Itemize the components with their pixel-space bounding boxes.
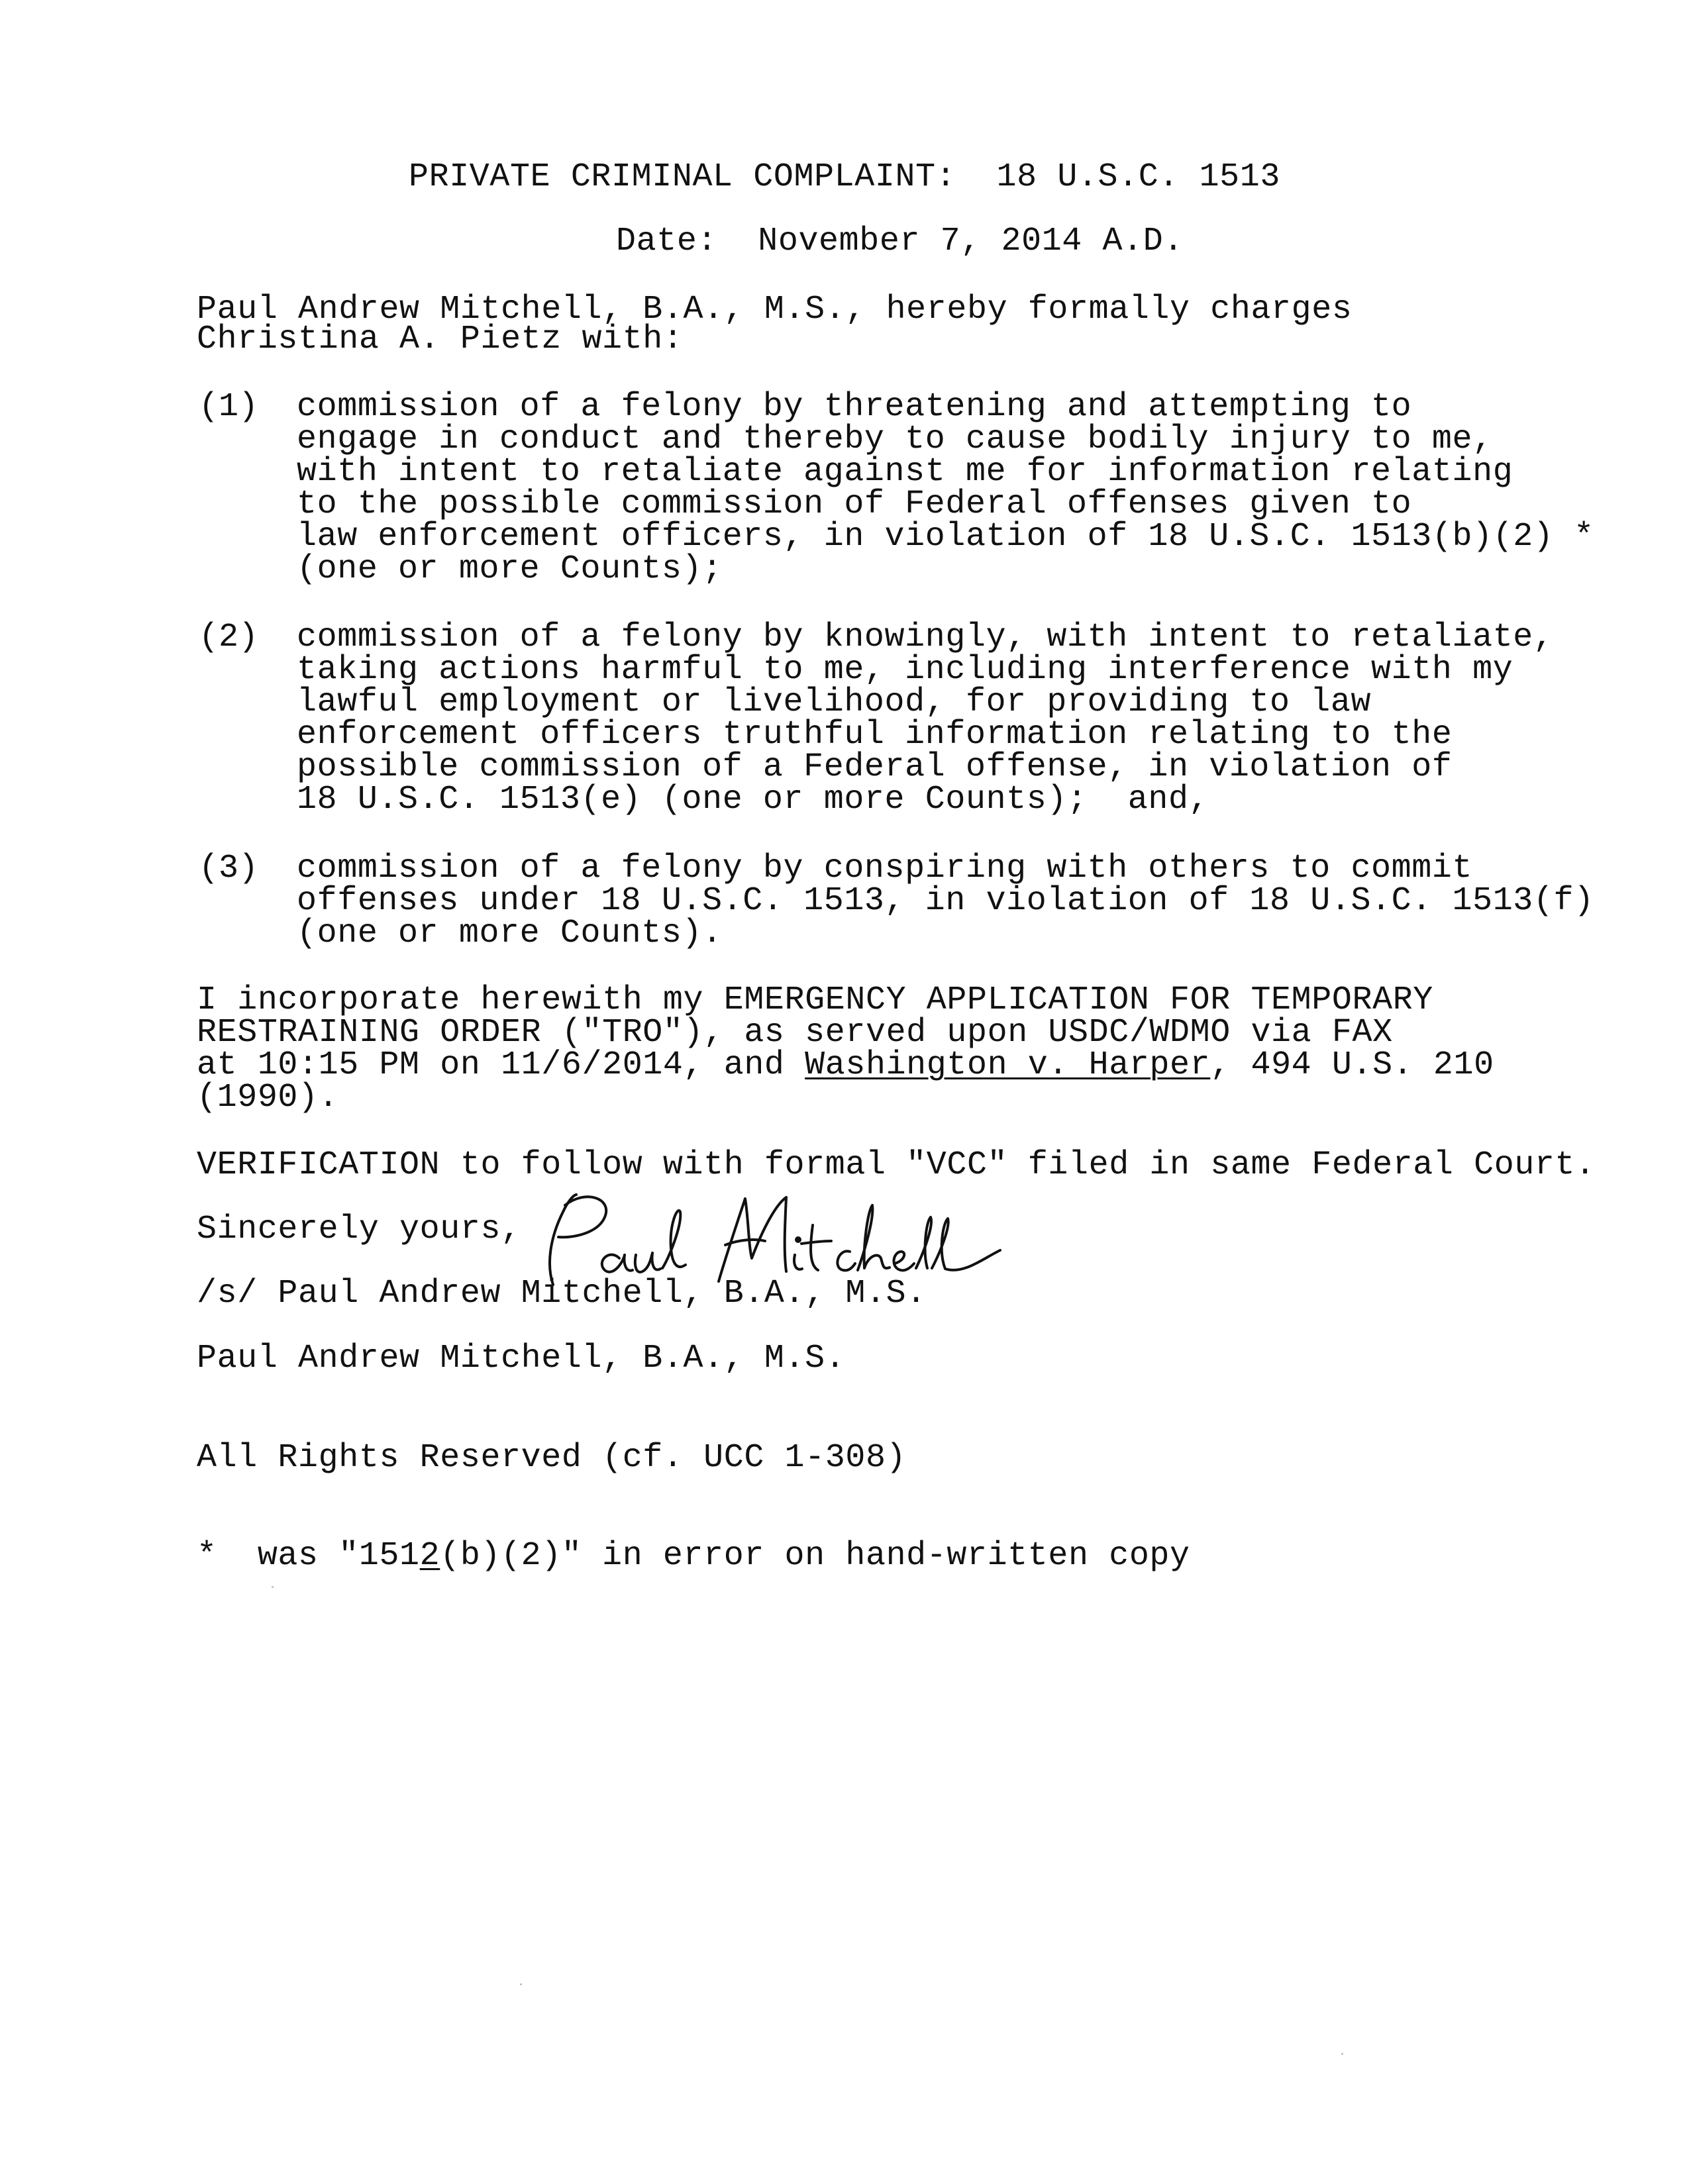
charge-2-line-5: possible commission of a Federal offense, in violation of [297, 748, 1453, 786]
charge-number-3: (3) [199, 850, 259, 887]
charge-3-line-3: (one or more Counts). [297, 915, 723, 952]
closing-line: Sincerely yours, [197, 1211, 521, 1248]
charge-number-2: (2) [199, 619, 259, 656]
charge-1-line-5: law enforcement officers, in violation of 18 U.S.C. 1513(b)(2) * [297, 518, 1594, 556]
rights-line: All Rights Reserved (cf. UCC 1-308) [197, 1439, 907, 1477]
charge-3-line-1: commission of a felony by conspiring with others to commit [297, 850, 1473, 887]
charge-1-line-4: to the possible commission of Federal offenses given to [297, 485, 1412, 523]
footnote-line [197, 1537, 1190, 1575]
charge-2-line-3: lawful employment or livelihood, for providing to law [297, 683, 1372, 721]
case-citation: Washington v. Harper [805, 1046, 1211, 1084]
signed-line: /s/ Paul Andrew Mitchell, B.A., M.S. [197, 1275, 927, 1313]
charge-2-line-2: taking actions harmful to me, including interference with my [297, 651, 1513, 689]
scan-speck [1341, 2053, 1343, 2055]
intro-line-2: Christina A. Pietz with: [197, 321, 684, 358]
charge-3-line-2: offenses under 18 U.S.C. 1513, in violation of 18 U.S.C. 1513(f) [297, 882, 1594, 920]
charge-1-line-2: engage in conduct and thereby to cause bodily injury to me, [297, 421, 1493, 458]
footnote-corrected-digit: 2 [419, 1537, 440, 1575]
document-title: PRIVATE CRIMINAL COMPLAINT: 18 U.S.C. 1513 [408, 158, 1280, 196]
incorporate-line-1: I incorporate herewith my EMERGENCY APPLICATION FOR TEMPORARY [197, 981, 1433, 1019]
incorporate-line-2: RESTRAINING ORDER ("TRO"), as served upon USDC/WDMO via FAX [197, 1014, 1393, 1052]
charge-2-line-4: enforcement officers truthful information relating to the [297, 716, 1453, 754]
incorporate-line-3 [197, 1046, 1494, 1084]
charge-1-line-1: commission of a felony by threatening and attempting to [297, 388, 1412, 426]
charge-2-line-1: commission of a felony by knowingly, with intent to retaliate, [297, 619, 1554, 656]
charge-1-line-6: (one or more Counts); [297, 550, 723, 588]
footnote-suffix: (b)(2)" in error on hand-written copy [440, 1537, 1190, 1575]
scan-speck [272, 1586, 274, 1588]
charge-2-line-6: 18 U.S.C. 1513(e) (one or more Counts); and, [297, 781, 1209, 819]
incorporate-line-3-suffix: , 494 U.S. 210 [1210, 1046, 1494, 1084]
footnote-prefix: * was "151 [197, 1537, 420, 1575]
date-line: Date: November 7, 2014 A.D. [616, 223, 1184, 260]
verification-line: VERIFICATION to follow with formal "VCC" filed in same Federal Court. [197, 1146, 1596, 1184]
charge-number-1: (1) [199, 388, 259, 426]
scan-speck [520, 1983, 522, 1985]
charge-1-line-3: with intent to retaliate against me for information relating [297, 453, 1513, 491]
intro-line-1: Paul Andrew Mitchell, B.A., M.S., hereby formally charges [197, 291, 1353, 328]
incorporate-line-3-prefix: at 10:15 PM on 11/6/2014, and [197, 1046, 805, 1084]
name-line: Paul Andrew Mitchell, B.A., M.S. [197, 1340, 846, 1377]
incorporate-line-4: (1990). [197, 1079, 339, 1117]
